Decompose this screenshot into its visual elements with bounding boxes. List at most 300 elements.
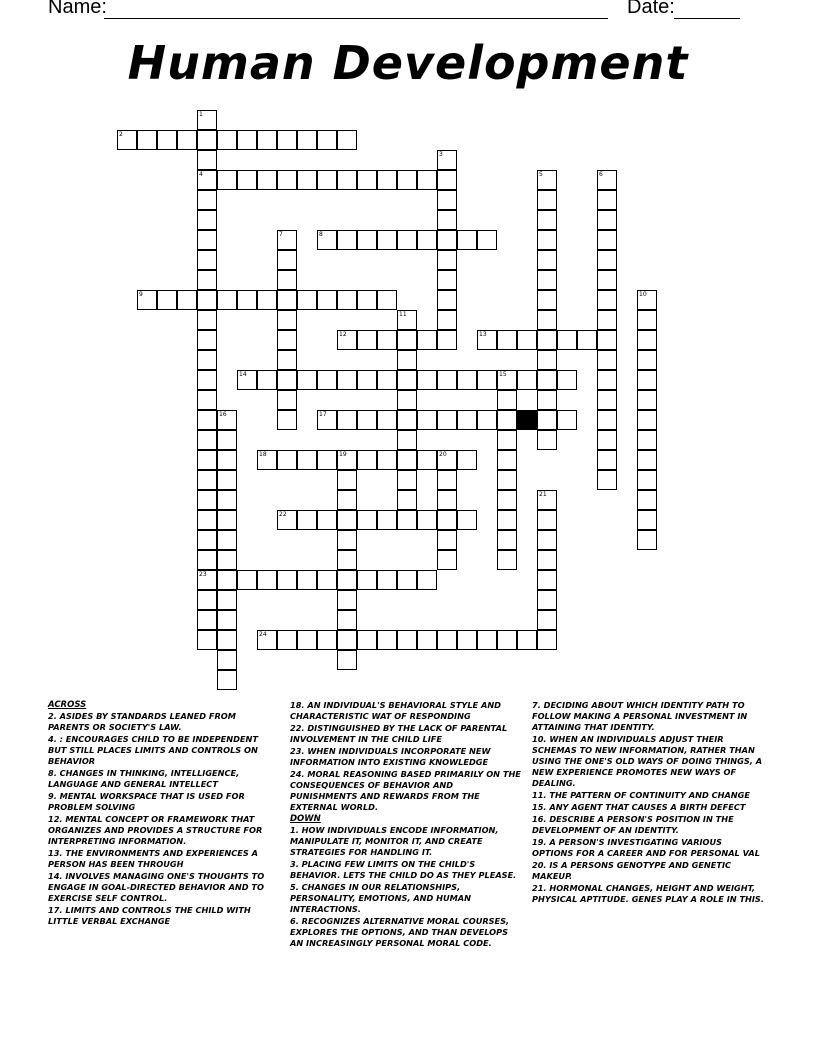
across-clue: 9. MENTAL WORKSPACE THAT IS USED FOR PROBLEM SOLVING (48, 791, 245, 812)
crossword-cell[interactable] (597, 310, 617, 330)
crossword-cell[interactable] (317, 570, 337, 590)
crossword-cell[interactable] (537, 310, 557, 330)
crossword-cell[interactable] (317, 170, 337, 190)
crossword-cell[interactable] (437, 310, 457, 330)
crossword-cell[interactable] (197, 510, 217, 530)
crossword-cell[interactable] (197, 570, 217, 590)
crossword-cell[interactable] (317, 290, 337, 310)
crossword-cell[interactable] (497, 430, 517, 450)
crossword-cell[interactable] (597, 370, 617, 390)
crossword-cell[interactable] (537, 630, 557, 650)
clue-number: 22 (279, 511, 287, 518)
down-clue: 10. WHEN AN INDIVIDUALS ADJUST THEIR SCHEMAS TO NEW INFORMATION, RATHER THAN USING THE ONE'S OLD WAYS OF DOING THINGS, A NEW EXPERIENCE PROMOTES NEW WAYS OF DEALING. (532, 734, 763, 788)
crossword-cell[interactable] (157, 290, 177, 310)
crossword-cell[interactable] (597, 350, 617, 370)
crossword-cell[interactable] (197, 370, 217, 390)
crossword-cell[interactable] (537, 170, 557, 190)
crossword-cell[interactable] (277, 370, 297, 390)
crossword-cell[interactable] (597, 170, 617, 190)
crossword-cell[interactable] (377, 570, 397, 590)
crossword-cell[interactable] (637, 290, 657, 310)
crossword-cell[interactable] (217, 450, 237, 470)
crossword-cell[interactable] (217, 470, 237, 490)
crossword-cell[interactable] (197, 490, 217, 510)
down-clue: 3. PLACING FEW LIMITS ON THE CHILD'S BEHAVIOR. LETS THE CHILD DO AS THEY PLEASE. (290, 859, 517, 880)
clue-number: 16 (219, 411, 227, 418)
crossword-cell[interactable] (377, 630, 397, 650)
crossword-cell[interactable] (257, 170, 277, 190)
crossword-cell[interactable] (397, 170, 417, 190)
crossword-cell[interactable] (197, 550, 217, 570)
crossword-cell[interactable] (437, 490, 457, 510)
crossword-cell[interactable] (637, 410, 657, 430)
crossword-cell[interactable] (217, 530, 237, 550)
clue-number: 3 (439, 151, 443, 158)
crossword-cell[interactable] (277, 510, 297, 530)
clue-number: 9 (139, 291, 143, 298)
crossword-cell[interactable] (377, 410, 397, 430)
crossword-cell[interactable] (497, 370, 517, 390)
crossword-cell[interactable] (197, 110, 217, 130)
crossword-cell[interactable] (377, 510, 397, 530)
crossword-cell[interactable] (637, 370, 657, 390)
crossword-cell[interactable] (437, 270, 457, 290)
crossword-cell[interactable] (277, 330, 297, 350)
crossword-cell[interactable] (137, 290, 157, 310)
crossword-cell[interactable] (597, 210, 617, 230)
crossword-cell[interactable] (337, 570, 357, 590)
crossword-cell[interactable] (297, 290, 317, 310)
crossword-cell[interactable] (437, 530, 457, 550)
crossword-cell[interactable] (357, 410, 377, 430)
crossword-cell[interactable] (217, 630, 237, 650)
crossword-cell[interactable] (317, 130, 337, 150)
crossword-cell[interactable] (417, 630, 437, 650)
crossword-cell[interactable] (397, 430, 417, 450)
across-clue: 13. THE ENVIRONMENTS AND EXPERIENCES A PERSON HAS BEEN THROUGH (48, 848, 258, 869)
crossword-cell[interactable] (197, 470, 217, 490)
crossword-cell[interactable] (557, 410, 577, 430)
crossword-cell[interactable] (397, 230, 417, 250)
down-clue: 7. DECIDING ABOUT WHICH IDENTITY PATH TO FOLLOW MAKING A PERSONAL INVESTMENT IN ATTAINING THAT IDENTITY. (532, 700, 748, 732)
crossword-cell[interactable] (437, 230, 457, 250)
crossword-cell[interactable] (457, 630, 477, 650)
across-clue: 8. CHANGES IN THINKING, INTELLIGENCE, LANGUAGE AND GENERAL INTELLECT (48, 768, 240, 789)
crossword-cell[interactable] (537, 510, 557, 530)
crossword-cell[interactable] (517, 330, 537, 350)
crossword-cell[interactable] (497, 530, 517, 550)
crossword-cell[interactable] (497, 330, 517, 350)
crossword-cell[interactable] (337, 290, 357, 310)
crossword-cell[interactable] (637, 350, 657, 370)
crossword-cell[interactable] (377, 230, 397, 250)
down-clue: 6. RECOGNIZES ALTERNATIVE MORAL COURSES, EXPLORES THE OPTIONS, AND THAN DEVELOPS AN INCREASINGLY PERSONAL MORAL CODE. (290, 916, 510, 948)
crossword-cell[interactable] (257, 630, 277, 650)
crossword-cell[interactable] (417, 570, 437, 590)
clue-number: 6 (599, 171, 603, 178)
crossword-cell[interactable] (337, 170, 357, 190)
crossword-cell[interactable] (537, 210, 557, 230)
crossword-cell[interactable] (297, 370, 317, 390)
crossword-cell[interactable] (357, 630, 377, 650)
crossword-cell[interactable] (437, 510, 457, 530)
crossword-cell[interactable] (397, 630, 417, 650)
crossword-cell[interactable] (217, 550, 237, 570)
crossword-cell[interactable] (337, 610, 357, 630)
crossword-cell[interactable] (177, 130, 197, 150)
crossword-cell[interactable] (217, 430, 237, 450)
crossword-cell[interactable] (197, 410, 217, 430)
crossword-cell[interactable] (297, 510, 317, 530)
crossword-cell[interactable] (297, 170, 317, 190)
crossword-cell[interactable] (537, 390, 557, 410)
crossword-cell[interactable] (297, 450, 317, 470)
crossword-cell[interactable] (197, 630, 217, 650)
clue-number: 10 (639, 291, 647, 298)
crossword-cell[interactable] (637, 490, 657, 510)
crossword-cell[interactable] (537, 270, 557, 290)
crossword-cell[interactable] (277, 450, 297, 470)
crossword-cell[interactable] (217, 510, 237, 530)
crossword-cell[interactable] (437, 190, 457, 210)
crossword-cell[interactable] (537, 230, 557, 250)
crossword-cell[interactable] (257, 570, 277, 590)
crossword-cell[interactable] (457, 230, 477, 250)
crossword-cell[interactable] (337, 550, 357, 570)
across-clue: 23. WHEN INDIVIDUALS INCORPORATE NEW INFORMATION INTO EXISTING KNOWLEDGE (290, 746, 491, 767)
crossword-cell[interactable] (637, 330, 657, 350)
crossword-cell[interactable] (497, 410, 517, 430)
crossword-cell[interactable] (217, 570, 237, 590)
crossword-cell[interactable] (637, 510, 657, 530)
crossword-cell[interactable] (197, 430, 217, 450)
black-cell (517, 410, 537, 430)
crossword-cell[interactable] (277, 230, 297, 250)
crossword-cell[interactable] (277, 270, 297, 290)
crossword-cell[interactable] (217, 410, 237, 430)
crossword-cell[interactable] (237, 290, 257, 310)
crossword-cell[interactable] (197, 290, 217, 310)
crossword-cell[interactable] (177, 290, 197, 310)
across-clue: 14. INVOLVES MANAGING ONE'S THOUGHTS TO ENGAGE IN GOAL-DIRECTED BEHAVIOR AND TO EXERCISE SELF CONTROL. (48, 871, 265, 903)
crossword-cell[interactable] (437, 250, 457, 270)
crossword-cell[interactable] (457, 370, 477, 390)
crossword-cell[interactable] (197, 190, 217, 210)
crossword-cell[interactable] (437, 370, 457, 390)
crossword-cell[interactable] (637, 450, 657, 470)
crossword-cell[interactable] (597, 410, 617, 430)
down-heading: DOWN (290, 814, 321, 824)
crossword-cell[interactable] (537, 330, 557, 350)
crossword-cell[interactable] (257, 290, 277, 310)
crossword-cell[interactable] (357, 570, 377, 590)
clue-number: 12 (339, 331, 347, 338)
crossword-cell[interactable] (437, 330, 457, 350)
down-clue: 1. HOW INDIVIDUALS ENCODE INFORMATION, MANIPULATE IT, MONITOR IT, AND CREATE STRATEGIES FOR HANDLING IT. (290, 825, 499, 857)
crossword-cell[interactable] (537, 590, 557, 610)
crossword-cell[interactable] (297, 630, 317, 650)
crossword-cell[interactable] (197, 350, 217, 370)
crossword-cell[interactable] (377, 290, 397, 310)
crossword-cell[interactable] (317, 410, 337, 430)
clue-number: 21 (539, 491, 547, 498)
crossword-cell[interactable] (537, 250, 557, 270)
crossword-cell[interactable] (497, 490, 517, 510)
crossword-cell[interactable] (337, 130, 357, 150)
crossword-cell[interactable] (397, 390, 417, 410)
crossword-cell[interactable] (597, 190, 617, 210)
crossword-cell[interactable] (637, 310, 657, 330)
crossword-cell[interactable] (477, 370, 497, 390)
crossword-cell[interactable] (637, 530, 657, 550)
across-clue: 17. LIMITS AND CONTROLS THE CHILD WITH LITTLE VERBAL EXCHANGE (48, 905, 251, 926)
crossword-cell[interactable] (437, 410, 457, 430)
crossword-cell[interactable] (197, 210, 217, 230)
crossword-cell[interactable] (357, 290, 377, 310)
crossword-cell[interactable] (337, 630, 357, 650)
crossword-cell[interactable] (237, 170, 257, 190)
crossword-cell[interactable] (397, 470, 417, 490)
clue-number: 14 (239, 371, 247, 378)
crossword-cell[interactable] (477, 410, 497, 430)
crossword-cell[interactable] (377, 450, 397, 470)
crossword-cell[interactable] (337, 230, 357, 250)
crossword-cell[interactable] (437, 470, 457, 490)
crossword-cell[interactable] (197, 610, 217, 630)
crossword-cell[interactable] (397, 370, 417, 390)
crossword-cell[interactable] (357, 230, 377, 250)
clue-number: 5 (539, 171, 543, 178)
crossword-cell[interactable] (497, 630, 517, 650)
crossword-cell[interactable] (537, 410, 557, 430)
crossword-cell[interactable] (197, 130, 217, 150)
crossword-cell[interactable] (317, 370, 337, 390)
crossword-cell[interactable] (257, 450, 277, 470)
crossword-cell[interactable] (537, 190, 557, 210)
crossword-cell[interactable] (277, 630, 297, 650)
crossword-cell[interactable] (417, 330, 437, 350)
crossword-cell[interactable] (477, 630, 497, 650)
crossword-cell[interactable] (377, 170, 397, 190)
crossword-cell[interactable] (237, 130, 257, 150)
crossword-cell[interactable] (397, 310, 417, 330)
crossword-cell[interactable] (337, 510, 357, 530)
crossword-cell[interactable] (277, 170, 297, 190)
crossword-cell[interactable] (217, 670, 237, 690)
crossword-cell[interactable] (237, 570, 257, 590)
crossword-cell[interactable] (597, 250, 617, 270)
crossword-cell[interactable] (397, 570, 417, 590)
crossword-cell[interactable] (277, 130, 297, 150)
crossword-cell[interactable] (597, 270, 617, 290)
crossword-cell[interactable] (417, 410, 437, 430)
crossword-cell[interactable] (537, 570, 557, 590)
crossword-cell[interactable] (597, 390, 617, 410)
crossword-cell[interactable] (217, 170, 237, 190)
crossword-cell[interactable] (377, 330, 397, 350)
crossword-cell[interactable] (317, 450, 337, 470)
crossword-cell[interactable] (537, 350, 557, 370)
crossword-cell[interactable] (597, 470, 617, 490)
crossword-cell[interactable] (337, 370, 357, 390)
crossword-cell[interactable] (197, 590, 217, 610)
crossword-cell[interactable] (537, 490, 557, 510)
clue-number: 11 (399, 311, 407, 318)
across-clue: 4. : ENCOURAGES CHILD TO BE INDEPENDENT BUT STILL PLACES LIMITS AND CONTROLS ON BEHAVIOR (48, 734, 258, 766)
crossword-cell[interactable] (217, 490, 237, 510)
crossword-cell[interactable] (437, 550, 457, 570)
crossword-cell[interactable] (597, 450, 617, 470)
crossword-cell[interactable] (197, 330, 217, 350)
crossword-cell[interactable] (217, 650, 237, 670)
crossword-cell[interactable] (357, 510, 377, 530)
crossword-cell[interactable] (277, 350, 297, 370)
crossword-cell[interactable] (117, 130, 137, 150)
crossword-cell[interactable] (397, 330, 417, 350)
name-label: Name: (48, 0, 107, 18)
crossword-cell[interactable] (597, 430, 617, 450)
crossword-cell[interactable] (437, 170, 457, 190)
crossword-cell[interactable] (537, 530, 557, 550)
crossword-cell[interactable] (537, 610, 557, 630)
crossword-cell[interactable] (417, 370, 437, 390)
page-title: Human Development (127, 36, 689, 90)
crossword-cell[interactable] (417, 230, 437, 250)
crossword-cell[interactable] (597, 330, 617, 350)
crossword-cell[interactable] (437, 450, 457, 470)
crossword-cell[interactable] (517, 370, 537, 390)
crossword-cell[interactable] (477, 230, 497, 250)
crossword-cell[interactable] (337, 490, 357, 510)
crossword-cell[interactable] (157, 130, 177, 150)
crossword-cell[interactable] (517, 630, 537, 650)
crossword-cell[interactable] (197, 170, 217, 190)
crossword-cell[interactable] (237, 370, 257, 390)
crossword-cell[interactable] (537, 370, 557, 390)
crossword-cell[interactable] (337, 590, 357, 610)
crossword-cell[interactable] (457, 450, 477, 470)
crossword-cell[interactable] (357, 330, 377, 350)
crossword-cell[interactable] (497, 550, 517, 570)
crossword-cell[interactable] (497, 450, 517, 470)
across-clue: 2. ASIDES BY STANDARDS LEANED FROM PARENTS OR SOCIETY'S LAW. (48, 711, 236, 732)
crossword-cell[interactable] (137, 130, 157, 150)
clue-number: 1 (199, 111, 203, 118)
crossword-cell[interactable] (357, 370, 377, 390)
crossword-cell[interactable] (497, 470, 517, 490)
crossword-cell[interactable] (217, 590, 237, 610)
crossword-cell[interactable] (537, 550, 557, 570)
crossword-cell[interactable] (197, 310, 217, 330)
crossword-cell[interactable] (277, 290, 297, 310)
crossword-cell[interactable] (197, 530, 217, 550)
crossword-cell[interactable] (277, 250, 297, 270)
crossword-cell[interactable] (297, 570, 317, 590)
crossword-cell[interactable] (277, 570, 297, 590)
down-clue: 19. A PERSON'S INVESTIGATING VARIOUS OPTIONS FOR A CAREER AND FOR PERSONAL VAL (532, 837, 760, 858)
crossword-cell[interactable] (197, 150, 217, 170)
crossword-cell[interactable] (457, 410, 477, 430)
down-clue: 16. DESCRIBE A PERSON'S POSITION IN THE DEVELOPMENT OF AN IDENTITY. (532, 814, 734, 835)
crossword-cell[interactable] (337, 330, 357, 350)
crossword-cell[interactable] (357, 450, 377, 470)
crossword-cell[interactable] (497, 510, 517, 530)
crossword-cell[interactable] (377, 370, 397, 390)
crossword-cell[interactable] (277, 390, 297, 410)
crossword-cell[interactable] (337, 410, 357, 430)
crossword-cell[interactable] (217, 610, 237, 630)
crossword-cell[interactable] (537, 430, 557, 450)
crossword-cell[interactable] (217, 130, 237, 150)
crossword-cell[interactable] (597, 230, 617, 250)
crossword-cell[interactable] (337, 450, 357, 470)
crossword-cell[interactable] (317, 510, 337, 530)
crossword-cell[interactable] (317, 630, 337, 650)
crossword-cell[interactable] (277, 410, 297, 430)
crossword-cell[interactable] (437, 210, 457, 230)
crossword-cell[interactable] (457, 510, 477, 530)
crossword-cell[interactable] (217, 290, 237, 310)
crossword-cell[interactable] (257, 370, 277, 390)
across-clue: 24. MORAL REASONING BASED PRIMARILY ON THE CONSEQUENCES OF BEHAVIOR AND PUNISHMENTS AND REWARDS FROM THE EXTERNAL WORLD. (290, 769, 521, 812)
crossword-cell[interactable] (577, 330, 597, 350)
across-heading: ACROSS (48, 700, 87, 710)
crossword-cell[interactable] (297, 130, 317, 150)
crossword-cell[interactable] (317, 230, 337, 250)
crossword-cell[interactable] (397, 450, 417, 470)
crossword-cell[interactable] (557, 370, 577, 390)
crossword-cell[interactable] (337, 650, 357, 670)
crossword-cell[interactable] (597, 290, 617, 310)
crossword-cell[interactable] (397, 490, 417, 510)
crossword-cell[interactable] (437, 150, 457, 170)
crossword-cell[interactable] (637, 470, 657, 490)
crossword-cell[interactable] (337, 470, 357, 490)
crossword-cell[interactable] (197, 230, 217, 250)
clue-number: 19 (339, 451, 347, 458)
down-clue: 5. CHANGES IN OUR RELATIONSHIPS, PERSONALITY, EMOTIONS, AND HUMAN INTERACTIONS. (290, 882, 471, 914)
down-clue: 15. ANY AGENT THAT CAUSES A BIRTH DEFECT (532, 802, 746, 812)
crossword-cell[interactable] (197, 270, 217, 290)
clue-number: 15 (499, 371, 507, 378)
crossword-cell[interactable] (437, 630, 457, 650)
crossword-cell[interactable] (477, 330, 497, 350)
crossword-cell[interactable] (197, 450, 217, 470)
crossword-cell[interactable] (337, 530, 357, 550)
crossword-cell[interactable] (257, 130, 277, 150)
crossword-cell[interactable] (557, 330, 577, 350)
across-clue: 22. DISTINGUISHED BY THE LACK OF PARENTAL INVOLVEMENT IN THE CHILD LIFE (290, 723, 508, 744)
crossword-cell[interactable] (397, 510, 417, 530)
crossword-cell[interactable] (417, 170, 437, 190)
clue-number: 18 (259, 451, 267, 458)
crossword-cell[interactable] (437, 290, 457, 310)
across-clue: 12. MENTAL CONCEPT OR FRAMEWORK THAT ORGANIZES AND PROVIDES A STRUCTURE FOR INTERPRETING INFORMATION. (48, 814, 263, 846)
crossword-cell[interactable] (417, 510, 437, 530)
crossword-cell[interactable] (397, 410, 417, 430)
crossword-cell[interactable] (417, 450, 437, 470)
crossword-cell[interactable] (197, 390, 217, 410)
crossword-cell[interactable] (197, 250, 217, 270)
crossword-cell[interactable] (497, 390, 517, 410)
crossword-cell[interactable] (357, 170, 377, 190)
clues-column-3 (532, 700, 764, 906)
crossword-cell[interactable] (397, 350, 417, 370)
crossword-cell[interactable] (537, 290, 557, 310)
crossword-cell[interactable] (277, 310, 297, 330)
crossword-cell[interactable] (637, 430, 657, 450)
crossword-cell[interactable] (637, 390, 657, 410)
